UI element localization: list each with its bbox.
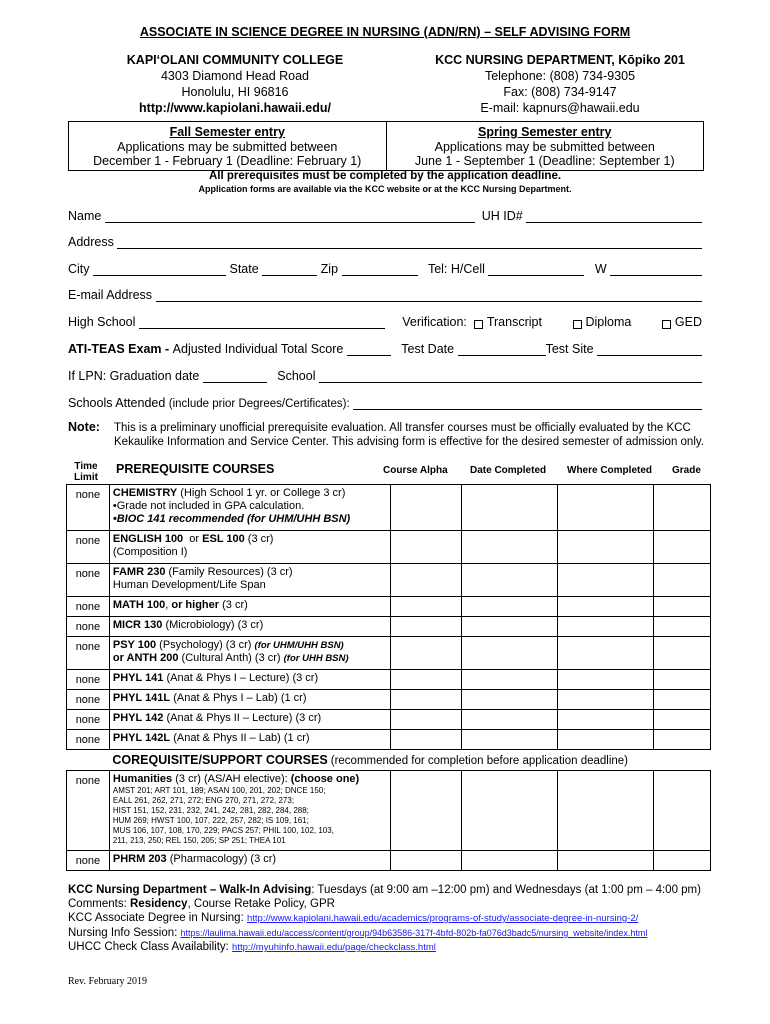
note-line2: Kekaulike Information and Service Center. This advising form is effective for the desired semester of admission only. <box>114 436 704 448</box>
course-alpha-cell[interactable] <box>390 637 461 670</box>
course-note: (choose one) <box>290 773 360 785</box>
prereq-note: All prerequisites must be completed by the application deadline. <box>208 170 562 182</box>
email-label: E-mail Address <box>68 288 153 302</box>
adn-label: KCC Associate Degree in Nursing: <box>68 912 247 924</box>
course-desc: (3 cr) <box>244 533 274 545</box>
course-note: Human Development/Life Span <box>112 579 266 591</box>
time-limit: none <box>67 670 110 690</box>
course-name <box>109 617 390 637</box>
humanities-line: HUM 269; HWST 100, 107, 222, 257, 282; IS 109, 161; <box>112 816 309 825</box>
humanities-line: HIST 151, 152, 231, 232, 241, 242, 281, 282, 284, 288; <box>112 806 309 815</box>
ged-checkbox[interactable] <box>662 320 671 329</box>
zip-label: Zip <box>320 262 339 276</box>
where-completed-cell[interactable] <box>558 485 654 531</box>
department-telephone: Telephone: (808) 734-9305 <box>484 69 636 83</box>
date-completed-cell[interactable] <box>462 771 558 851</box>
where-completed-cell[interactable] <box>558 564 654 597</box>
work-phone-field[interactable] <box>610 264 702 276</box>
time-limit: none <box>67 851 110 871</box>
humanities-line: EALL 261, 262, 271, 272; ENG 270, 271, 272, 273; <box>112 796 295 805</box>
course-desc: (Family Resources) (3 cr) <box>165 566 293 578</box>
course-desc: (Microbiology) (3 cr) <box>162 619 264 631</box>
table-row <box>67 597 711 617</box>
coreq-heading: COREQUISITE/SUPPORT COURSES <box>112 753 328 767</box>
date-completed-cell[interactable] <box>462 564 558 597</box>
course-name <box>109 851 390 871</box>
course-desc: (Anat & Phys I – Lab) (1 cr) <box>170 692 307 704</box>
tel-field[interactable] <box>488 264 584 276</box>
course-alpha-cell[interactable] <box>390 771 461 851</box>
course-code: MATH 100 <box>112 599 166 611</box>
school-label: School <box>277 369 316 383</box>
comments-label: Comments: <box>68 898 130 910</box>
transcript-checkbox[interactable] <box>474 320 483 329</box>
course-note: (for UHH BSN) <box>283 653 349 664</box>
grade-cell[interactable] <box>654 617 711 637</box>
adn-line <box>68 911 728 926</box>
city-field[interactable] <box>93 264 226 276</box>
course-desc: (Psychology) (3 cr) <box>156 639 255 651</box>
date-completed-cell[interactable] <box>462 851 558 871</box>
where-completed-cell[interactable] <box>558 710 654 730</box>
coreq-heading-cell <box>109 750 710 771</box>
time-limit: none <box>67 730 110 750</box>
forms-note: Application forms are available via the KCC website or at the KCC Nursing Department. <box>198 184 572 194</box>
courses-table <box>66 484 711 871</box>
walkin-line <box>68 883 728 897</box>
date-completed-header: Date Completed <box>470 465 547 476</box>
table-row <box>67 851 711 871</box>
department-email[interactable]: E-mail: kapnurs@hawaii.edu <box>480 101 640 115</box>
table-row <box>67 710 711 730</box>
page-title: ASSOCIATE IN SCIENCE DEGREE IN NURSING (ADN/RN) – SELF ADVISING FORM <box>139 25 631 39</box>
high-school-field[interactable] <box>139 317 385 329</box>
where-completed-cell[interactable] <box>558 851 654 871</box>
course-name <box>109 710 390 730</box>
walkin-label: KCC Nursing Department – Walk-In Advising <box>68 884 312 896</box>
schools-attended-label: Schools Attended <box>68 396 166 410</box>
where-completed-cell[interactable] <box>558 637 654 670</box>
time-limit: none <box>67 597 110 617</box>
note-label: Note: <box>68 420 100 434</box>
course-code: CHEMISTRY <box>112 487 178 499</box>
course-name <box>109 730 390 750</box>
test-date-label: Test Date <box>401 342 455 356</box>
verification-label: Verification: <box>402 315 467 329</box>
course-note: •Grade not included in GPA calculation. <box>112 500 305 512</box>
course-note: (Composition I) <box>112 546 188 558</box>
city-row <box>68 260 702 276</box>
city-label: City <box>68 262 90 276</box>
course-or: , <box>165 599 172 611</box>
humanities-line: MUS 106, 107, 108, 170, 229; PACS 257; PHIL 100, 102, 103, <box>112 826 334 835</box>
table-row <box>67 730 711 750</box>
grade-cell[interactable] <box>654 670 711 690</box>
course-desc: (Cultural Anth) (3 cr) <box>178 652 284 664</box>
course-alpha-cell[interactable] <box>390 710 461 730</box>
revision-date: Rev. February 2019 <box>68 976 148 987</box>
course-or: or <box>183 533 203 545</box>
table-row <box>67 564 711 597</box>
teas-label: ATI-TEAS Exam - <box>68 342 170 356</box>
department-name: KCC NURSING DEPARTMENT, Kōpiko 201 <box>435 53 685 67</box>
table-row <box>67 617 711 637</box>
footer <box>68 883 728 955</box>
course-name <box>109 485 390 531</box>
address-row <box>68 233 702 249</box>
time-limit: none <box>67 771 110 851</box>
time-limit: none <box>67 564 110 597</box>
uhcc-line <box>68 940 728 955</box>
department-fax: Fax: (808) 734-9147 <box>503 85 617 99</box>
grade-cell[interactable] <box>654 531 711 564</box>
grade-cell[interactable] <box>654 710 711 730</box>
grade-cell[interactable] <box>654 485 711 531</box>
grade-header: Grade <box>672 465 701 476</box>
where-completed-cell[interactable] <box>558 670 654 690</box>
comments-residency: Residency <box>130 898 188 910</box>
course-code: Humanities <box>112 773 173 785</box>
entry-box <box>68 121 704 171</box>
course-code: FAMR 230 <box>112 566 166 578</box>
info-session-link[interactable]: https://laulima.hawaii.edu/access/content/group/94b63586-317f-4bfd-802b-fa076d3badc5/nursing_website/index.html <box>180 928 648 938</box>
schools-attended-paren: (include prior Degrees/Certificates): <box>168 398 350 410</box>
course-alpha-cell[interactable] <box>390 564 461 597</box>
college-address <box>105 52 365 116</box>
teas-row <box>68 340 702 356</box>
where-completed-cell[interactable] <box>558 617 654 637</box>
time-limit: none <box>67 710 110 730</box>
uhcc-link[interactable]: http://myuhinfo.hawaii.edu/page/checkclass.html <box>232 942 436 953</box>
fall-entry <box>69 122 386 170</box>
grade-cell[interactable] <box>654 771 711 851</box>
walkin-hours: : Tuesdays (at 9:00 am –12:00 pm) and Wednesdays (at 1:00 pm – 4:00 pm) <box>311 884 701 896</box>
course-note: (for UHM/UHH BSN) <box>254 640 344 651</box>
course-name <box>109 670 390 690</box>
course-code: PSY 100 <box>112 639 157 651</box>
course-desc: (3 cr) <box>219 599 248 611</box>
grade-cell[interactable] <box>654 730 711 750</box>
humanities-line: 211, 213, 250; REL 150, 205; SP 251; THEA 101 <box>112 836 286 845</box>
course-desc: (Anat & Phys II – Lab) (1 cr) <box>170 732 310 744</box>
comments-rest: , Course Retake Policy, GPR <box>187 898 335 910</box>
college-name: KAPI‘OLANI COMMUNITY COLLEGE <box>126 53 344 67</box>
test-site-label: Test Site <box>545 342 594 356</box>
coreq-subheading: (recommended for completion before application deadline) <box>330 755 629 767</box>
grade-cell[interactable] <box>654 851 711 871</box>
prereq-header: PREREQUISITE COURSES <box>116 462 275 476</box>
time-limit: none <box>67 690 110 710</box>
time-limit: none <box>67 637 110 670</box>
date-completed-cell[interactable] <box>462 597 558 617</box>
table-row <box>67 690 711 710</box>
course-code: PHRM 203 <box>112 853 167 865</box>
college-url[interactable]: http://www.kapiolani.hawaii.edu/ <box>139 101 331 115</box>
address-label: Address <box>68 235 114 249</box>
time-limit: none <box>67 617 110 637</box>
date-completed-cell[interactable] <box>462 531 558 564</box>
course-code: ENGLISH 100 <box>112 533 184 545</box>
fall-line2: December 1 - February 1 (Deadline: February 1) <box>93 154 362 168</box>
table-row <box>67 771 711 851</box>
course-desc: (Anat & Phys II – Lecture) (3 cr) <box>163 712 322 724</box>
note-text <box>114 421 714 449</box>
where-completed-cell[interactable] <box>558 690 654 710</box>
spring-line1: Applications may be submitted between <box>434 139 655 154</box>
uhid-label: UH ID# <box>481 209 523 223</box>
course-alpha-cell[interactable] <box>390 730 461 750</box>
w-label: W <box>594 262 607 276</box>
where-completed-cell[interactable] <box>558 730 654 750</box>
teas-score-field[interactable] <box>347 344 391 356</box>
course-alpha-cell[interactable] <box>390 690 461 710</box>
course-name <box>109 690 390 710</box>
course-note: •BIOC 141 recommended (for UHM/UHH BSN) <box>112 513 351 525</box>
course-name <box>109 771 390 851</box>
lpn-label: If LPN: Graduation date <box>68 369 200 383</box>
time-limit: none <box>67 531 110 564</box>
course-name <box>109 637 390 670</box>
date-completed-cell[interactable] <box>462 617 558 637</box>
course-name <box>109 531 390 564</box>
course-desc: (Pharmacology) (3 cr) <box>166 853 277 865</box>
grade-cell[interactable] <box>654 637 711 670</box>
high-school-label: High School <box>68 315 136 329</box>
email-field[interactable] <box>156 290 702 302</box>
info-session-label: Nursing Info Session: <box>68 927 181 939</box>
course-desc: (3 cr) (AS/AH elective): <box>172 773 291 785</box>
transcript-label: Transcript <box>486 315 542 329</box>
grade-cell[interactable] <box>654 597 711 617</box>
schools-attended-row <box>68 394 702 410</box>
teas-score-label: Adjusted Individual Total Score <box>172 342 344 356</box>
date-completed-cell[interactable] <box>462 670 558 690</box>
course-name <box>109 564 390 597</box>
course-code: MICR 130 <box>112 619 163 631</box>
where-completed-cell[interactable] <box>558 771 654 851</box>
school-field[interactable] <box>319 371 702 383</box>
table-row <box>67 637 711 670</box>
fall-heading: Fall Semester entry <box>169 125 285 139</box>
time-limit-header: Time Limit <box>74 461 98 483</box>
table-row <box>67 670 711 690</box>
diploma-label: Diploma <box>585 315 632 329</box>
course-desc: (Anat & Phys I – Lecture) (3 cr) <box>163 672 319 684</box>
lpn-row <box>68 367 702 383</box>
email-row <box>68 286 702 302</box>
coreq-heading-row <box>67 750 711 771</box>
course-code: ESL 100 <box>202 533 245 545</box>
course-alpha-header: Course Alpha <box>383 465 448 476</box>
course-alpha-cell[interactable] <box>390 617 461 637</box>
fall-line1: Applications may be submitted between <box>117 139 338 154</box>
date-completed-cell[interactable] <box>462 690 558 710</box>
course-desc: (High School 1 yr. or College 3 cr) <box>177 487 346 499</box>
course-code: PHYL 141 <box>112 672 164 684</box>
spring-heading: Spring Semester entry <box>478 125 612 139</box>
time-limit: none <box>67 485 110 531</box>
state-label: State <box>229 262 259 276</box>
schools-attended-field[interactable] <box>353 398 702 410</box>
adn-link[interactable]: http://www.kapiolani.hawaii.edu/academics/programs-of-study/associate-degree-in-nursing-2/ <box>246 913 639 924</box>
info-session-line <box>68 926 728 940</box>
course-code: PHYL 142L <box>112 732 171 744</box>
humanities-line: AMST 201; ART 101, 189; ASAN 100, 201, 202; DNCE 150; <box>112 786 326 795</box>
test-date-field[interactable] <box>458 344 546 356</box>
name-label: Name <box>68 209 102 223</box>
spring-entry <box>386 122 704 170</box>
name-row <box>68 207 702 223</box>
college-city: Honolulu, HI 96816 <box>181 85 289 99</box>
course-name <box>109 597 390 617</box>
note-line1: This is a preliminary unofficial prerequisite evaluation. All transfer courses must be officially evaluated by the KCC <box>114 422 691 434</box>
table-row <box>67 485 711 531</box>
state-field[interactable] <box>262 264 317 276</box>
date-completed-cell[interactable] <box>462 710 558 730</box>
table-row <box>67 531 711 564</box>
course-alpha-cell[interactable] <box>390 485 461 531</box>
course-alpha-cell[interactable] <box>390 531 461 564</box>
course-alpha-cell[interactable] <box>390 851 461 871</box>
date-completed-cell[interactable] <box>462 485 558 531</box>
course-code: PHYL 141L <box>112 692 171 704</box>
spring-line2: June 1 - September 1 (Deadline: September 1) <box>414 154 675 168</box>
course-code: PHYL 142 <box>112 712 164 724</box>
course-code: or higher <box>171 599 220 611</box>
high-school-row <box>68 313 702 329</box>
department-address <box>425 52 695 116</box>
where-completed-cell[interactable] <box>558 597 654 617</box>
diploma-checkbox[interactable] <box>573 320 582 329</box>
college-street: 4303 Diamond Head Road <box>160 69 310 83</box>
name-field[interactable] <box>105 211 475 223</box>
course-alpha-cell[interactable] <box>390 670 461 690</box>
zip-field[interactable] <box>342 264 418 276</box>
comments-line <box>68 897 728 911</box>
date-completed-cell[interactable] <box>462 730 558 750</box>
uhcc-label: UHCC Check Class Availability: <box>68 941 233 953</box>
test-site-field[interactable] <box>597 344 702 356</box>
ged-label: GED <box>674 315 702 329</box>
where-completed-header: Where Completed <box>567 465 653 476</box>
tel-label: Tel: H/Cell <box>427 262 485 276</box>
coreq-spacer <box>67 750 110 771</box>
lpn-date-field[interactable] <box>203 371 267 383</box>
grade-cell[interactable] <box>654 564 711 597</box>
address-field[interactable] <box>117 237 702 249</box>
date-completed-cell[interactable] <box>462 637 558 670</box>
grade-cell[interactable] <box>654 690 711 710</box>
uhid-field[interactable] <box>526 211 702 223</box>
course-alpha-cell[interactable] <box>390 597 461 617</box>
where-completed-cell[interactable] <box>558 531 654 564</box>
course-code: or ANTH 200 <box>112 652 179 664</box>
